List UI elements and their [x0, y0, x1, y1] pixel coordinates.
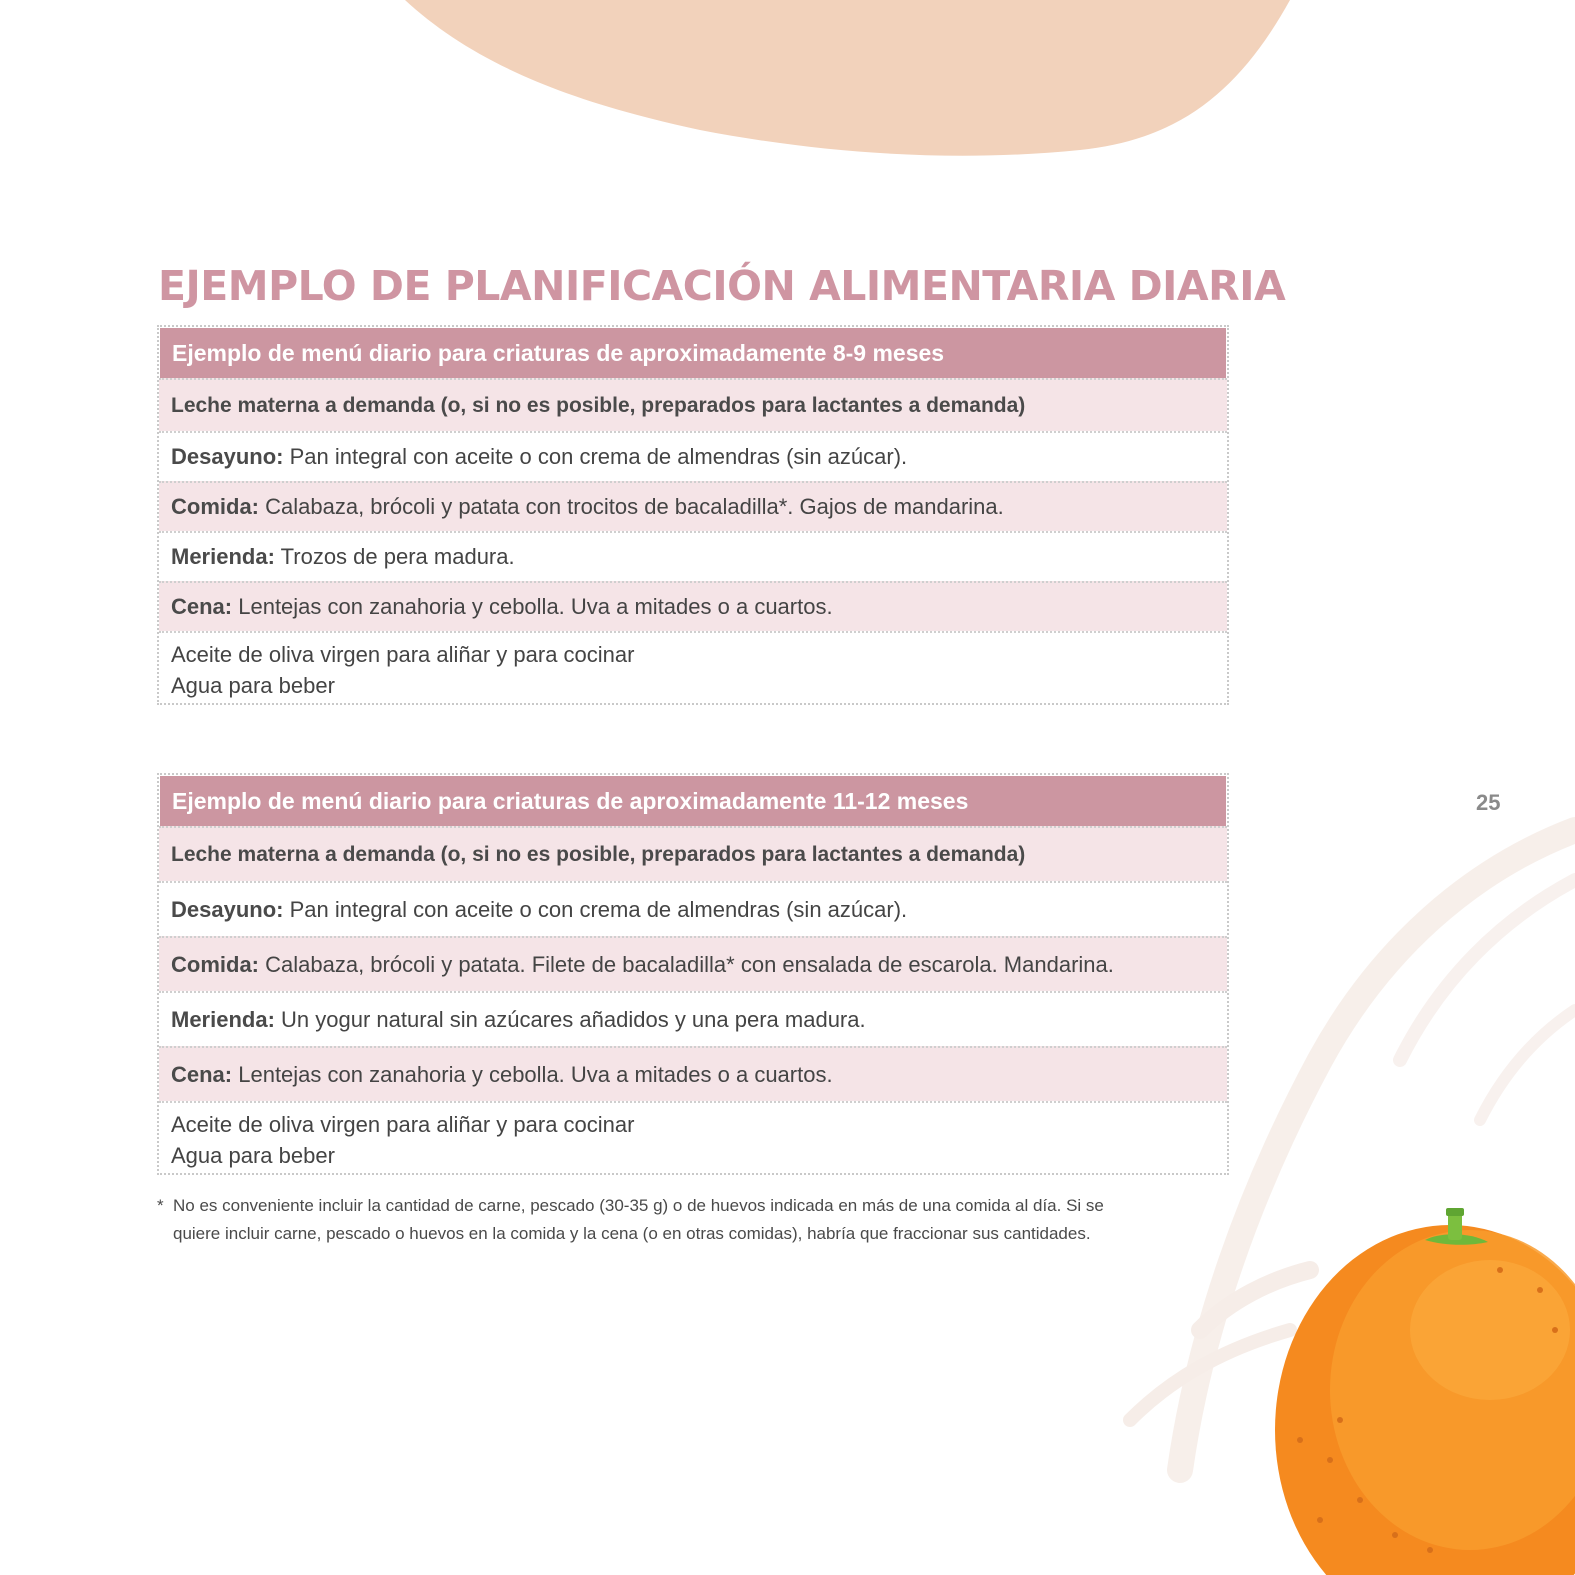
- menu-table-8-9-months: [157, 325, 1229, 705]
- extras-line: Agua para beber: [171, 1143, 335, 1168]
- meal-label: Merienda:: [171, 1006, 275, 1032]
- meal-text: Lentejas con zanahoria y cebolla. Uva a mitades o a cuartos.: [232, 594, 833, 619]
- milk-row: Leche materna a demanda (o, si no es posible, preparados para lactantes a demanda): [159, 826, 1227, 881]
- milk-row: Leche materna a demanda (o, si no es posible, preparados para lactantes a demanda): [159, 378, 1227, 431]
- meal-label: Desayuno:: [171, 896, 284, 922]
- page-number: 25: [1476, 790, 1501, 815]
- extras-line: Aceite de oliva virgen para aliñar y para cocinar: [171, 642, 635, 667]
- dinner-row: [159, 1046, 1227, 1101]
- meal-label: Cena:: [171, 1061, 233, 1087]
- meal-text: Calabaza, brócoli y patata con trocitos de bacaladilla*. Gajos de mandarina.: [259, 494, 1004, 519]
- meal-label: Desayuno:: [171, 444, 284, 469]
- menu-table-11-12-months: [157, 773, 1229, 1175]
- footnote-line-2: quiere incluir carne, pescado o huevos en la comida y la cena (o en otras comidas), habría que fraccionar sus cantidades.: [173, 1224, 1091, 1243]
- meal-text: Calabaza, brócoli y patata. Filete de bacaladilla* con ensalada de escarola. Mandarina.: [259, 951, 1114, 977]
- top-peach-blob: [405, 0, 1290, 156]
- meal-text: Pan integral con aceite o con crema de almendras (sin azúcar).: [283, 444, 908, 469]
- table-header: Ejemplo de menú diario para criaturas de aproximadamente 11-12 meses: [160, 776, 1226, 826]
- lunch-row: [159, 481, 1227, 531]
- meal-text: Pan integral con aceite o con crema de almendras (sin azúcar).: [283, 896, 908, 922]
- footnote-line-1: No es conveniente incluir la cantidad de carne, pescado (30-35 g) o de huevos indicada en más de una comida al día. Si se: [173, 1196, 1104, 1215]
- footnote: [157, 1192, 1237, 1248]
- meal-text: Un yogur natural sin azúcares añadidos y una pera madura.: [274, 1006, 866, 1032]
- extras-row: [159, 1101, 1227, 1173]
- orange-fruit-illustration: [1275, 1208, 1575, 1575]
- snack-row: [159, 991, 1227, 1046]
- breakfast-row: [159, 431, 1227, 481]
- extras-line: Agua para beber: [171, 673, 335, 698]
- meal-label: Comida:: [171, 494, 259, 519]
- snack-row: [159, 531, 1227, 581]
- extras-line: Aceite de oliva virgen para aliñar y para cocinar: [171, 1112, 635, 1137]
- meal-label: Comida:: [171, 951, 259, 977]
- dinner-row: [159, 581, 1227, 631]
- breakfast-row: [159, 881, 1227, 936]
- page-title: EJEMPLO DE PLANIFICACIÓN ALIMENTARIA DIARIA: [158, 262, 1286, 310]
- lunch-row: [159, 936, 1227, 991]
- meal-label: Cena:: [171, 594, 233, 619]
- meal-label: Merienda:: [171, 544, 275, 569]
- table-header: Ejemplo de menú diario para criaturas de aproximadamente 8-9 meses: [160, 328, 1226, 378]
- extras-row: [159, 631, 1227, 703]
- meal-text: Lentejas con zanahoria y cebolla. Uva a mitades o a cuartos.: [232, 1061, 833, 1087]
- meal-text: Trozos de pera madura.: [274, 544, 515, 569]
- footnote-marker: *: [157, 1196, 164, 1215]
